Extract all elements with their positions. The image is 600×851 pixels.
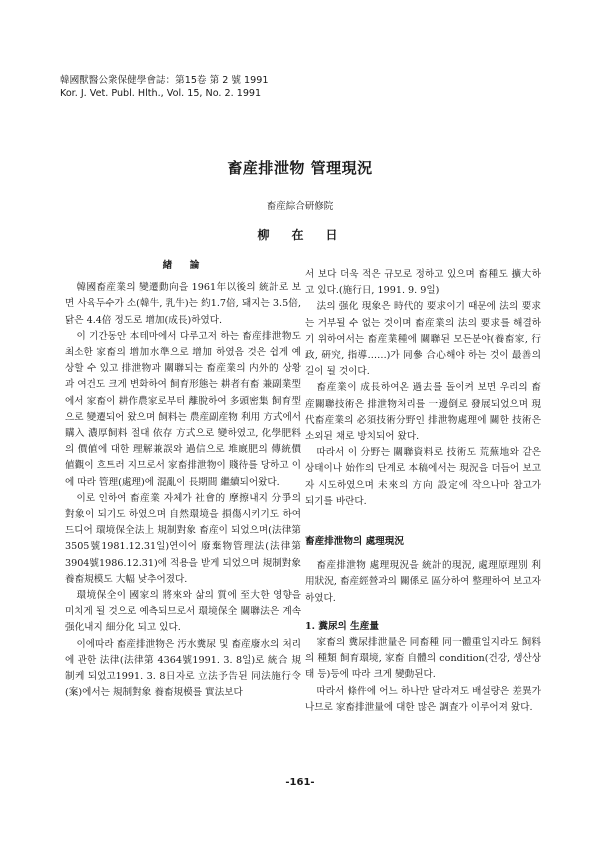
- paragraph: 따라서 이 分野는 關聯資料로 技術도 荒蕪地와 같은 상태이나 始作의 단계로 本稿에서는 現況을 더듬어 보고자 시도하였으며 未來의 方向 設定에 작으나마 참고가 되기를 바란다.: [305, 447, 541, 507]
- journal-english-line: Kor. J. Vet. Publ. Hlth., Vol. 15, No. 2. 1991: [60, 88, 262, 99]
- paragraph: 環境保全이 國家의 將來와 삶의 質에 至大한 영향을 미치게 될 것으로 예측되므로서 環境保全 關聯法은 계속 强化내지 細分化 되고 있다.: [65, 590, 301, 634]
- paragraph: 法의 强化 現象은 時代的 要求이기 때문에 法의 要求는 거부될 수 없는 것이며 畜産業의 法의 要求를 해결하기 위하여서는 畜産業種에 關聯된 모든분야(養畜家, 行政, 硏究, 指導……)가 同參 合心해야 하는 것이 最善의 길이 될 것이다.: [305, 301, 541, 378]
- paragraph: 서 보다 더욱 적은 규모로 정하고 있으며 畜種도 擴大하고 있다.(施行日, 1991. 9. 9일): [305, 269, 541, 297]
- section-introduction-heading: 緖 論: [162, 260, 204, 271]
- author-name: 柳 在 日: [257, 228, 343, 242]
- subsection-manure-production-heading: 1. 糞尿의 生産量: [305, 620, 379, 632]
- paragraph: 畜産排泄物 處理現況을 統計的現況, 處理原理別 利用狀況, 畜産經營과의 關係로 區分하여 整理하여 보고자 하였다.: [305, 560, 541, 604]
- journal-header: [60, 74, 268, 100]
- section-treatment-status-heading: 畜産排泄物의 處理現況: [305, 536, 404, 548]
- right-column: [305, 267, 541, 716]
- paragraph: 이 기간동안 本테마에서 다루고저 하는 畜産排泄物도 최소한 家畜의 增加水準으로 增加 하였음 것은 쉽게 예상할 수 있고 排泄物과 關聯되는 畜産業의 内外的 상황과 여건도 크게 변화하여 飼育形態는 耕者有畜 兼副業型에서 家畜이 耕作農家로부터 離脫하여 多頭密集 飼育型으로 變遷되어 왔으며 飼料는 農産副産物 利用 方式에서 購入 濃厚飼料 절대 依存 方式으로 變하였고, 化學肥料의 價値에 대한 理解兼誤와 過信으로 堆廐肥의 傳統價値觀이 흐트러 지므로서 家畜排泄物이 賤待를 당하고 이에 따라 管理(處理)에 混亂이 長期間 繼續되어왔다.: [65, 330, 301, 488]
- paragraph: 韓國畜産業의 變遷動向을 1961年以後의 統計로 보면 사육두수가 소(韓牛, 乳牛)는 約1.7倍, 돼지는 3.5倍, 닭은 4.4倍 정도로 增加(成長)하였다.: [65, 282, 301, 326]
- paragraph: 畜産業이 成長하여온 過去를 돌이켜 보면 우리의 畜産關聯技術은 排泄物처리를 一邊倒로 發展되었으며 現代畜産業의 必須技術分野인 排泄物處理에 關한 技術은 소외된 채로 방치되어 왔다.: [305, 382, 541, 443]
- paper-title: 畜産排泄物 管理現況: [227, 159, 373, 177]
- left-column: [65, 258, 301, 701]
- paragraph: 이로 인하여 畜産業 자체가 社會的 摩擦내지 分爭의 對象이 되기도 하였으며 自然環境을 損傷시키기도 하여 드디어 環境保全法上 規制對象 畜産이 되었으며(法律第3505號1981.12.31일)연이어 廢棄物管理法(法律第3904號1986.12.31)에 적용을 받게 되었으며 規制對象 養畜規模도 大幅 낮추어졌다.: [65, 492, 301, 585]
- paragraph: 家畜의 糞尿排泄量은 同畜種 同一體重일지라도 飼料의 種類 飼育環境, 家畜 自體의 condition(건강, 생산상태 등)등에 따라 크게 變動된다.: [305, 637, 541, 681]
- page-number: -161-: [285, 777, 315, 788]
- paragraph: 이에따라 畜産排泄物은 汚水糞尿 및 畜産廢水의 처리에 관한 法律(法律第 4364號1991. 3. 8일)로 統合 規制케 되었고1991. 3. 8日자로 立法予告된 同法施行令(案)에서는 規制對象 養畜規模를 實法보다: [65, 638, 301, 699]
- paragraph: 따라서 條件에 어느 하나만 달라져도 배설량은 差異가 나므로 家畜排泄量에 대한 많은 調査가 이루어져 왔다.: [305, 685, 541, 713]
- journal-korean-line: 韓國獸醫公衆保健學會誌：第15卷 第 2 號 1991: [60, 75, 269, 86]
- author-affiliation: 畜産綜合研修院: [266, 201, 334, 212]
